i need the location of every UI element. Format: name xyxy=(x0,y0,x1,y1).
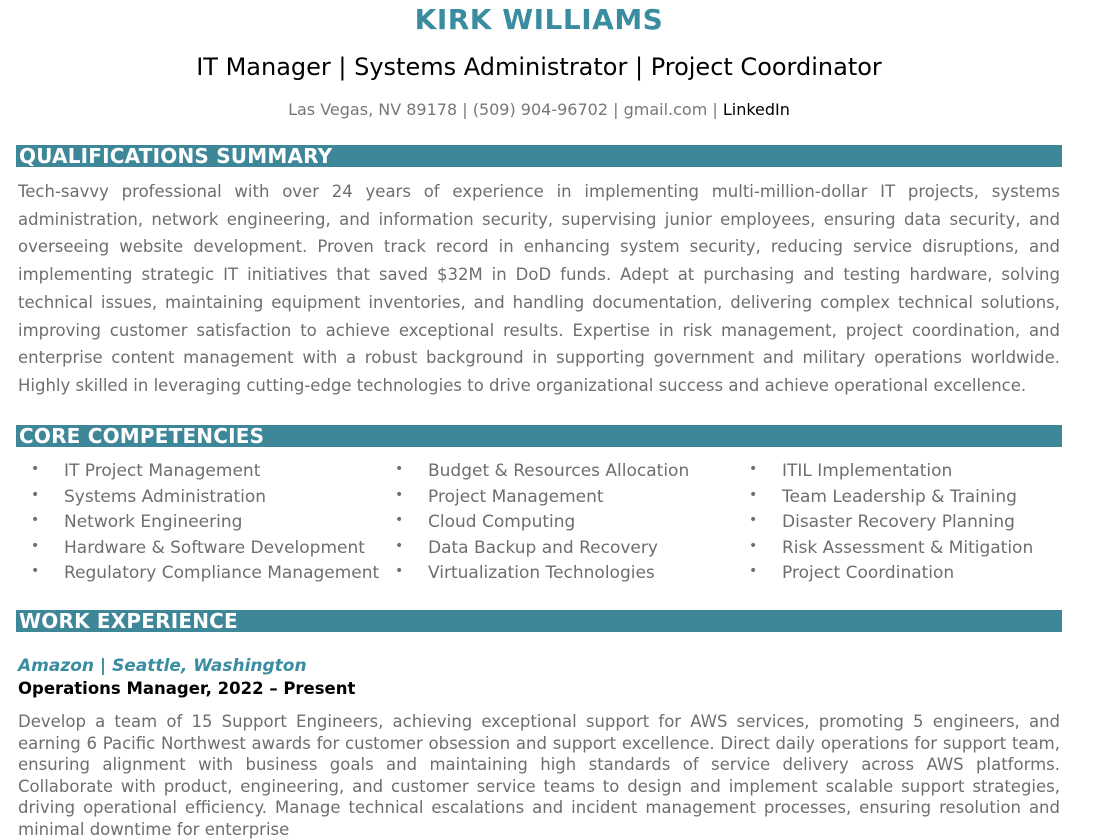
competencies-column-1 xyxy=(31,461,380,589)
section-header-competencies: CORE COMPETENCIES xyxy=(16,425,1062,447)
section-header-work-experience: WORK EXPERIENCE xyxy=(16,610,1062,632)
section-header-qualifications: QUALIFICATIONS SUMMARY xyxy=(16,145,1062,167)
competency-label: IT Project Management xyxy=(64,461,261,481)
bullet-icon: • xyxy=(395,537,404,554)
competency-item xyxy=(395,486,689,513)
bullet-icon: • xyxy=(31,563,40,579)
bullet-icon: • xyxy=(395,512,404,528)
bullet-icon: • xyxy=(31,537,40,554)
contact-details: Las Vegas, NV 89178 | (509) 904-96702 | gmail.com | xyxy=(288,100,723,119)
competency-label: Disaster Recovery Planning xyxy=(782,512,1015,532)
competency-item xyxy=(749,512,1033,538)
bullet-icon: • xyxy=(395,461,404,477)
bullet-icon: • xyxy=(749,537,758,554)
competency-label: Project Coordination xyxy=(782,563,955,583)
competency-item xyxy=(749,486,1033,513)
bullet-icon: • xyxy=(31,512,40,528)
competency-item xyxy=(31,563,380,589)
competency-label: Data Backup and Recovery xyxy=(428,537,658,558)
bullet-icon: • xyxy=(749,512,758,528)
bullet-icon: • xyxy=(749,461,758,477)
job-company: Amazon | Seattle, Washington xyxy=(18,656,307,676)
qualifications-summary-text: Tech-savvy professional with over 24 years of experience in implementing multi-million-dollar IT projects, systems administration, network engineering, and information security, supervising junior employees, ensuring data security, and overseeing website development. Proven track record in enhancing system security, reducing service disruptions, and implementing strategic IT initiatives that saved $32M in DoD funds. Adept at purchasing and testing hardware, solving technical issues, maintaining equipment inventories, and handling documentation, delivering complex technical solutions, improving customer satisfaction to achieve exceptional results. Expertise in risk management, project coordination, and enterprise content management with a robust background in supporting government and military operations worldwide. Highly skilled in leveraging cutting-edge technologies to drive organizational success and achieve operational excellence. xyxy=(18,182,1060,395)
competency-label: Systems Administration xyxy=(64,486,267,507)
bullet-icon: • xyxy=(395,486,404,503)
competency-label: Network Engineering xyxy=(64,512,243,532)
job-description: Develop a team of 15 Support Engineers, achieving exceptional support for AWS services, promoting 5 engineers, and earning 6 Pacific Northwest awards for customer obsession and support excellence. Direct daily operations for support team, ensuring alignment with business goals and maintaining high standards of service delivery across AWS platforms. Collaborate with product, engineering, and customer service teams to design and implement scalable support strategies, driving operational efficiency. Manage technical escalations and incident management processes, ensuring resolution and minimal downtime for enterprise xyxy=(18,712,1060,839)
competency-item xyxy=(395,461,690,487)
competency-label: Risk Assessment & Mitigation xyxy=(782,537,1034,558)
competencies-column-2 xyxy=(395,461,690,589)
bullet-icon: • xyxy=(749,563,758,579)
competency-item xyxy=(31,537,379,564)
competency-label: Project Management xyxy=(428,486,604,507)
bullet-icon: • xyxy=(749,486,758,503)
competency-item xyxy=(749,461,1033,487)
resume-headline: IT Manager | Systems Administrator | Project Coordinator xyxy=(196,53,882,81)
competency-item xyxy=(749,537,1034,564)
competency-item xyxy=(749,563,1033,589)
competency-item xyxy=(395,563,689,589)
competency-item xyxy=(31,512,379,538)
competency-label: Virtualization Technologies xyxy=(428,563,655,583)
competency-label: Cloud Computing xyxy=(428,512,576,532)
bullet-icon: • xyxy=(395,563,404,579)
bullet-icon: • xyxy=(31,486,40,503)
contact-line xyxy=(0,100,1078,119)
competency-label: Team Leadership & Training xyxy=(782,486,1017,507)
competency-label: Regulatory Compliance Management xyxy=(64,563,380,583)
competency-label: ITIL Implementation xyxy=(782,461,953,481)
competency-item xyxy=(395,537,689,564)
competencies-column-3 xyxy=(749,461,1034,589)
competency-item xyxy=(395,512,689,538)
resume-name: KIRK WILLIAMS xyxy=(414,3,664,36)
linkedin-link[interactable]: LinkedIn xyxy=(722,100,790,119)
competency-label: Hardware & Software Development xyxy=(64,537,365,558)
job-title: Operations Manager, 2022 – Present xyxy=(18,679,356,698)
competency-item xyxy=(31,461,379,487)
bullet-icon: • xyxy=(31,461,40,477)
competency-item xyxy=(31,486,379,513)
competency-label: Budget & Resources Allocation xyxy=(428,461,690,481)
